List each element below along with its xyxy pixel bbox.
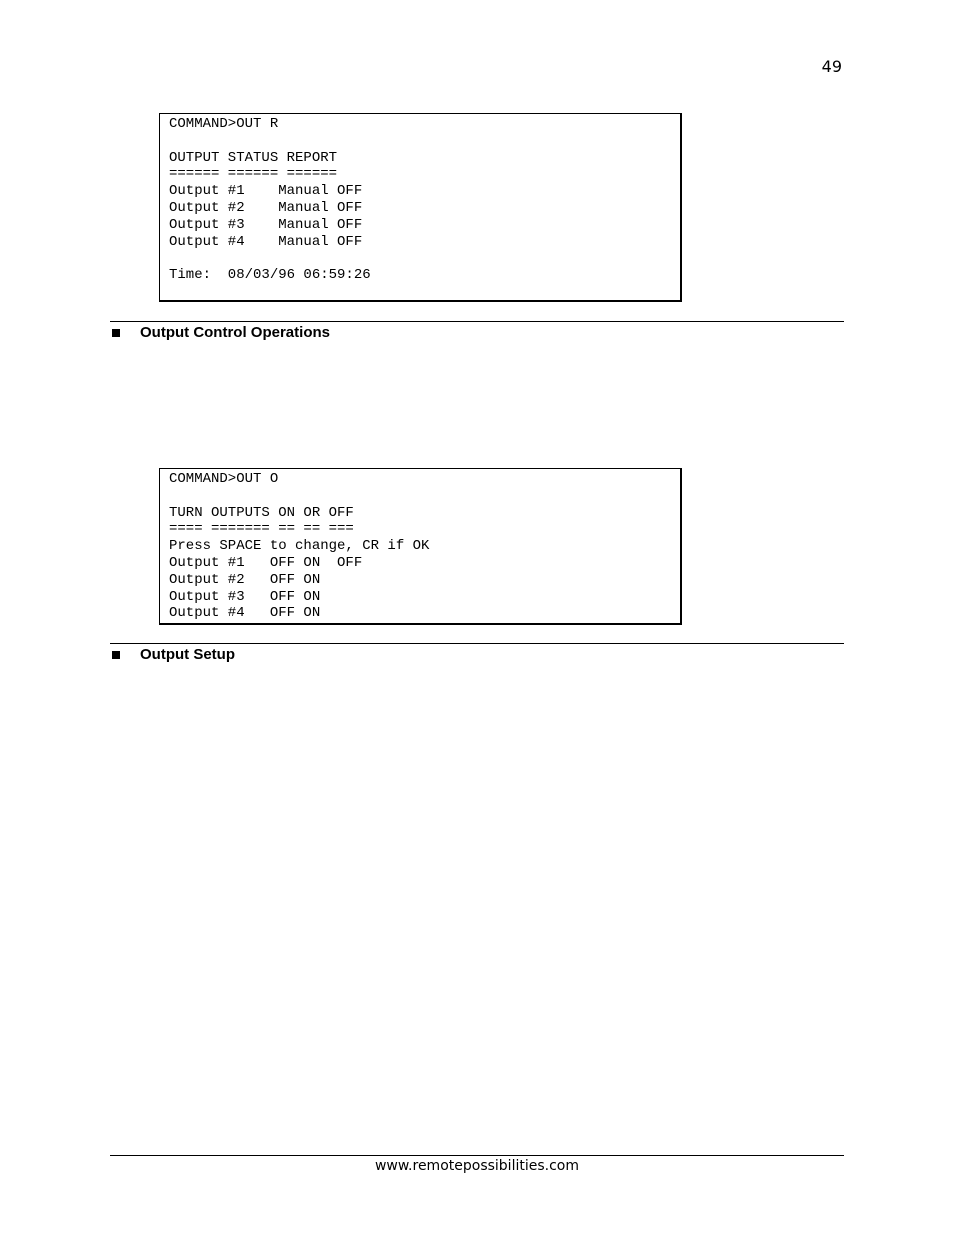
page-number: 49 <box>821 57 842 76</box>
terminal-line: Output #3 Manual OFF <box>169 216 363 233</box>
terminal-line: Output #1 OFF ON OFF <box>169 554 363 571</box>
terminal-line: Output #2 Manual OFF <box>169 199 363 216</box>
terminal-line: OUTPUT STATUS REPORT <box>169 149 338 166</box>
terminal-line: Output #2 OFF ON <box>169 571 321 588</box>
terminal-line: ====== ====== ====== <box>169 166 338 183</box>
terminal-line: Press SPACE to change, CR if OK <box>169 538 430 555</box>
terminal-line: Time: 08/03/96 06:59:26 <box>169 267 371 284</box>
section-divider <box>110 643 844 644</box>
terminal-line: COMMAND>OUT R <box>169 116 279 132</box>
terminal-line: Output #4 Manual OFF <box>169 233 363 250</box>
footer-divider <box>110 1155 844 1156</box>
terminal-output-status-report <box>159 113 682 302</box>
square-bullet-icon <box>112 651 120 659</box>
terminal-line <box>169 488 680 505</box>
section-heading-output-control <box>112 324 330 341</box>
terminal-line: Output #3 OFF ON <box>169 588 321 605</box>
square-bullet-icon <box>112 329 120 337</box>
terminal-line: ==== ======= == == === <box>169 521 354 538</box>
section-title: Output Setup <box>140 646 235 663</box>
terminal-line: COMMAND>OUT O <box>169 471 279 487</box>
section-title: Output Control Operations <box>140 324 330 341</box>
terminal-line: Output #1 Manual OFF <box>169 183 363 200</box>
terminal-line: Output #4 OFF ON <box>169 605 321 622</box>
terminal-line <box>169 133 680 150</box>
section-heading-output-setup <box>112 646 235 663</box>
section-divider <box>110 321 844 322</box>
terminal-line: TURN OUTPUTS ON OR OFF <box>169 504 354 521</box>
terminal-turn-outputs <box>159 468 682 625</box>
footer-url: www.remotepossibilities.com <box>374 1158 579 1174</box>
terminal-line <box>169 250 680 267</box>
